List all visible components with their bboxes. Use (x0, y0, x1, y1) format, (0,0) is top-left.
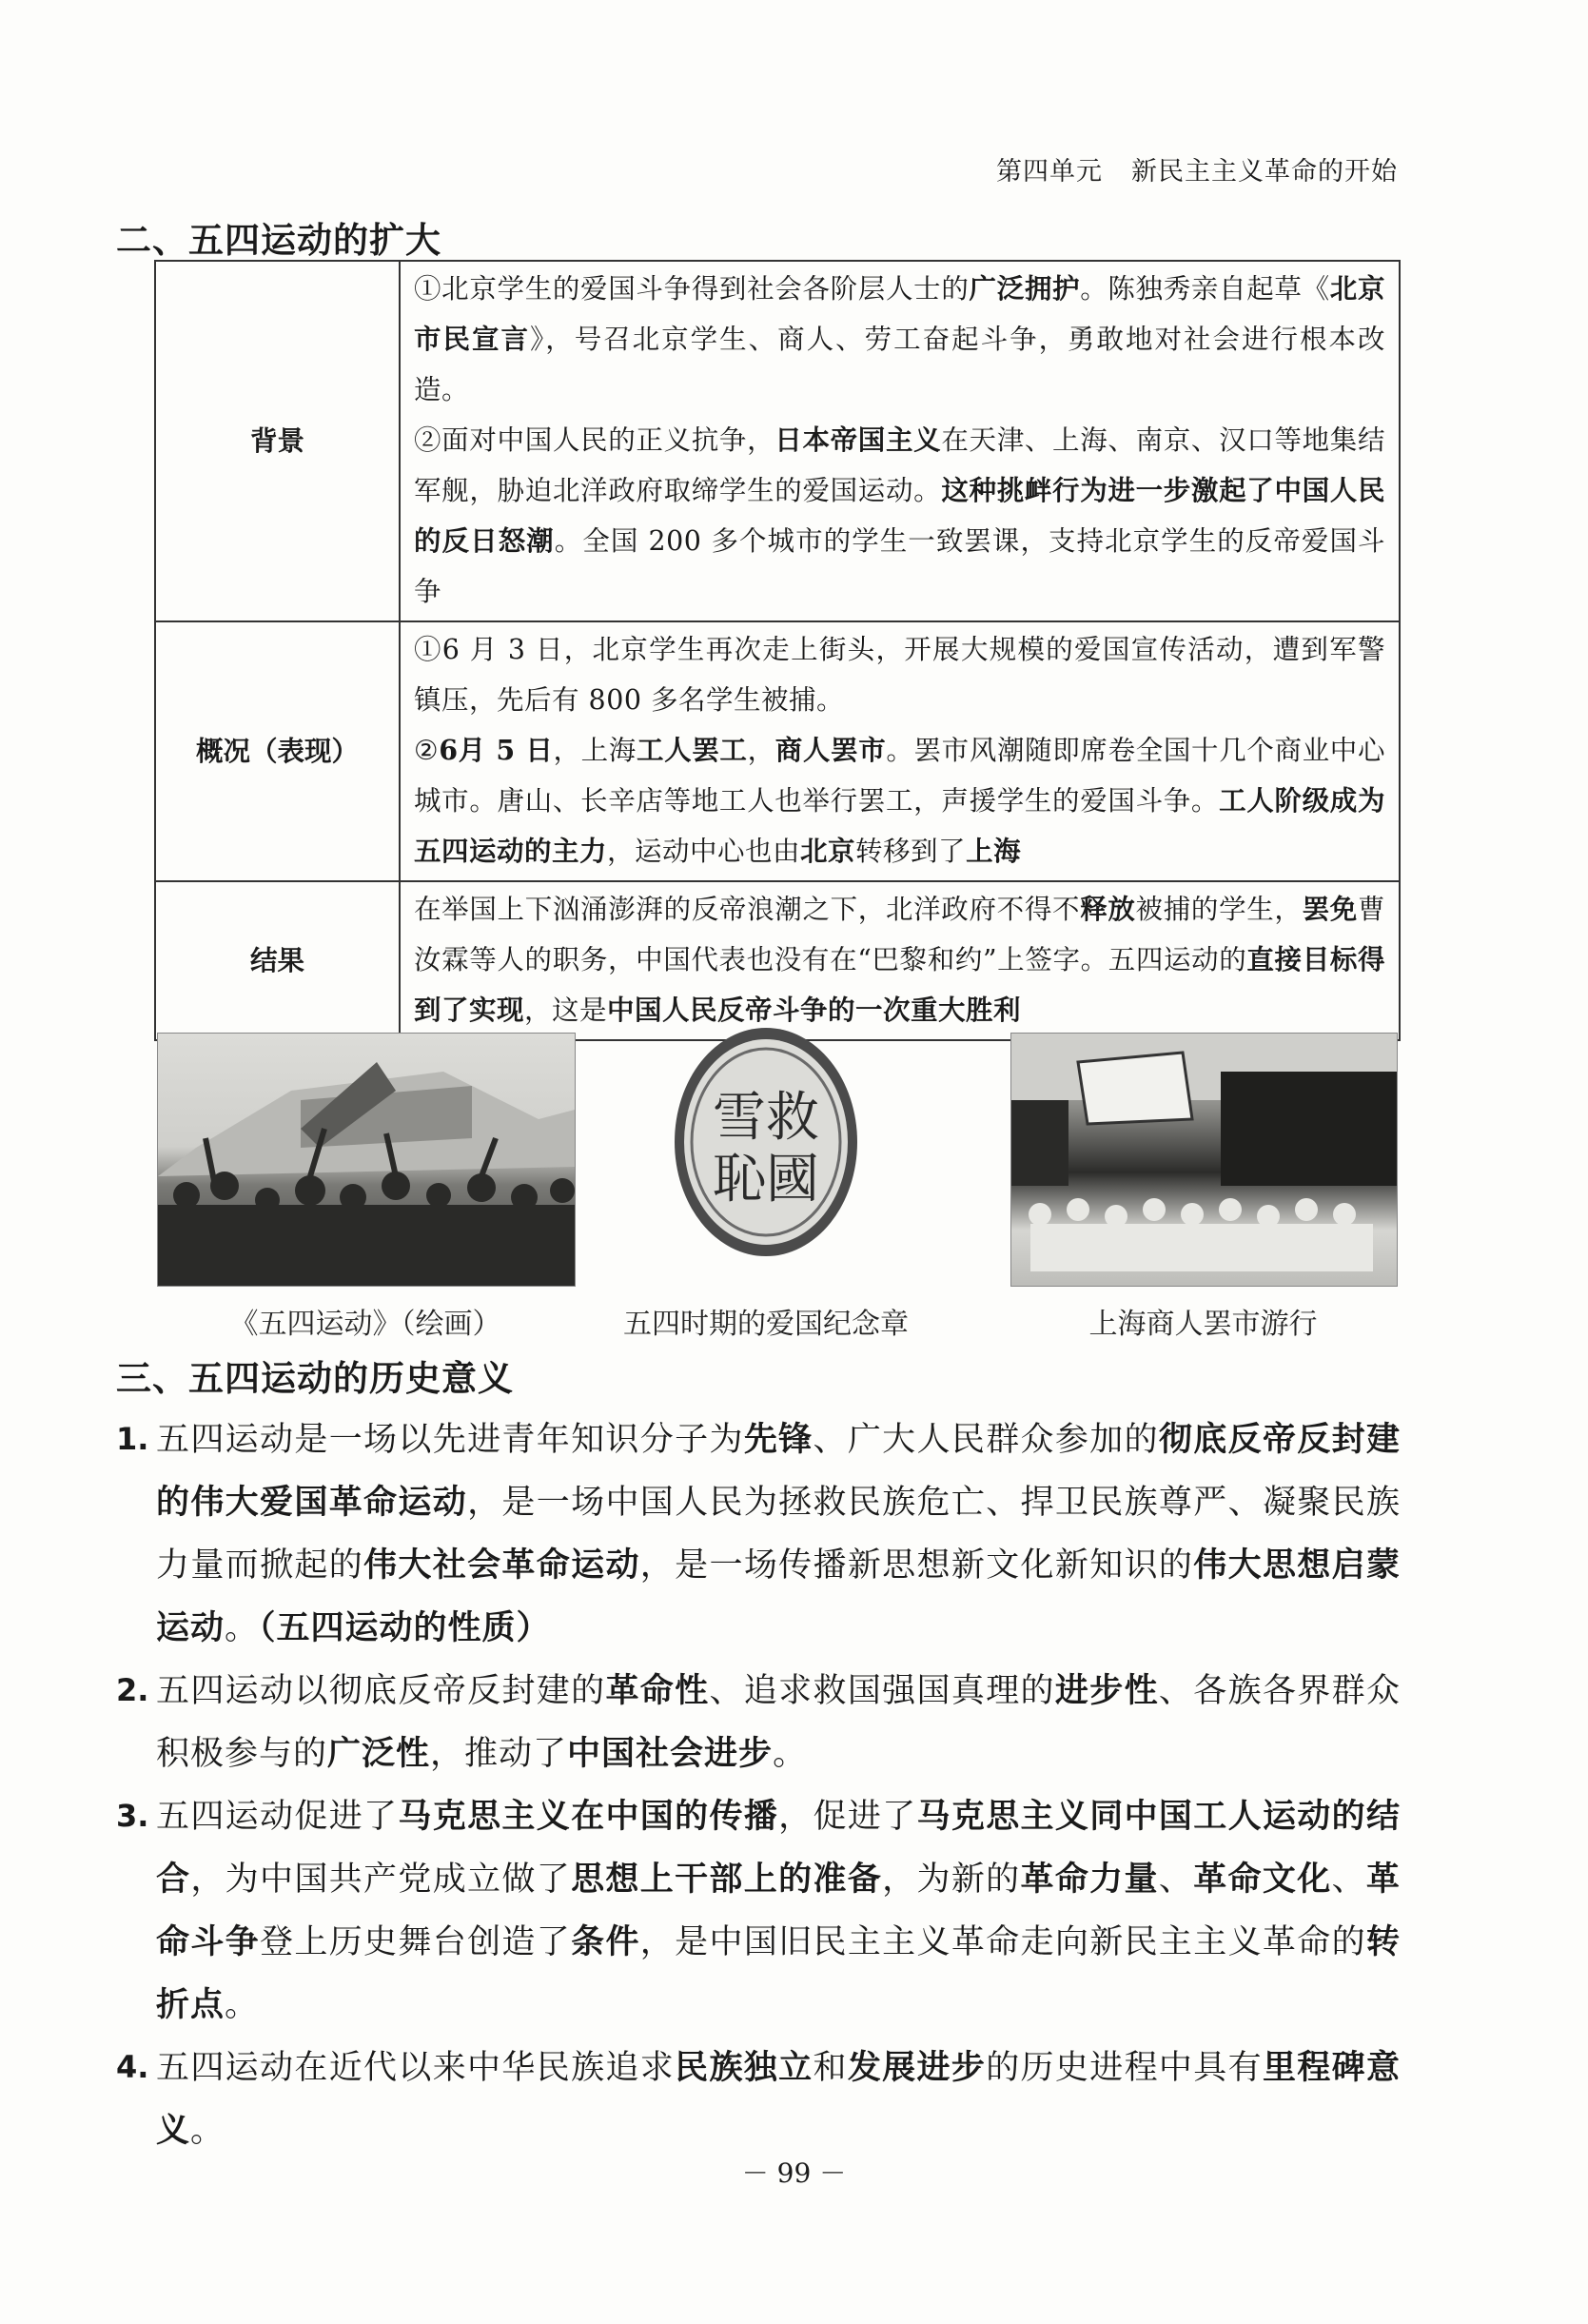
painting-illustration (158, 1034, 575, 1286)
bold-term: 广泛拥护 (969, 272, 1081, 305)
table-row (155, 881, 1400, 1040)
bold-term: 民族独立 (675, 2048, 814, 2087)
list-item (116, 2037, 1401, 2162)
badge-char: 國 (766, 1149, 819, 1211)
text-run: ，促进了 (778, 1798, 917, 1836)
bold-term: 革命力量 (1020, 1860, 1159, 1899)
text-run: 的历史进程中具有 (986, 2049, 1263, 2087)
text-run: ①北京学生的爱国斗争得到社会各阶层人士的 (414, 273, 970, 305)
text-run: 在天津、上海、南京、汉口等地集结军舰，胁迫北洋政府取缔学生的爱国运动。 (414, 424, 1385, 506)
text-run: ，这是 (524, 995, 608, 1026)
row-label-overview: 概况（表现） (155, 621, 400, 881)
row-content-overview (400, 621, 1400, 881)
text-run: ， (747, 735, 775, 766)
bold-term: 马克思主义在中国的传播 (398, 1797, 779, 1836)
list-item (116, 1408, 1401, 1660)
rich-para (414, 725, 1385, 876)
text-run: 五四运动在近代以来中华民族追求 (156, 2049, 676, 2087)
item-text (156, 1785, 1401, 2037)
row-label-result: 结果 (155, 881, 400, 1040)
bold-term: 北京 (800, 835, 856, 867)
text-run: 曹汝霖等人的职务，中国代表也没有在“巴黎和约”上签字。五四运动的 (414, 894, 1385, 975)
text-run: ，上海 (553, 735, 637, 766)
bold-term: 进步性 (1054, 1671, 1159, 1710)
patriotic-badge-image (671, 1026, 861, 1264)
row-content-background (400, 261, 1400, 621)
strike-photo-illustration (1011, 1034, 1397, 1286)
text-run: ②面对中国人民的正义抗争， (414, 424, 775, 456)
unit-label: 第四单元 (996, 157, 1103, 187)
bold-term: 马克思主义同中国工人运动的结合 (156, 1797, 1401, 1899)
unit-topic: 新民主主义革命的开始 (1131, 157, 1398, 187)
bold-term: 上海 (966, 835, 1022, 867)
text-run: 五四运动是一场以先进青年知识分子为 (156, 1421, 744, 1459)
item-number: 4. (116, 2049, 149, 2085)
text-run: ，推动了 (430, 1735, 568, 1773)
text-run: 、 (1158, 1861, 1194, 1899)
bold-term: 彻底反帝反封建的伟大爱国革命运动 (156, 1420, 1401, 1522)
rich-para (414, 624, 1385, 725)
text-run: 。 (225, 1986, 260, 2024)
bold-term: 直接目标得到了实现 (414, 943, 1385, 1026)
badge-char: 雪 (713, 1087, 766, 1149)
page-number: － 99 － (741, 2157, 847, 2189)
may-fourth-painting-image (157, 1033, 576, 1287)
significance-list (116, 1408, 1401, 2162)
bold-term: 这种挑衅行为进一步激起了中国人民的反日怒潮 (414, 474, 1385, 557)
item-text (156, 1660, 1401, 1785)
bold-term: 日本帝国主义 (774, 423, 942, 456)
text-run: 。罢市风潮随即席卷全国十几个商业中心城市。唐山、长辛店等地工人也举行罢工，声援学生的爱国斗争。 (414, 735, 1385, 817)
rich-para (414, 415, 1385, 617)
expansion-table (154, 260, 1401, 1041)
text-run: ①6 月 3 日，北京学生再次走上街头，开展大规模的爱国宣传活动，遭到军警镇压，先后有 800 多名学生被捕。 (414, 634, 1385, 716)
bold-term: 伟大社会革命运动 (363, 1546, 640, 1585)
text-run: 五四运动促进了 (156, 1798, 399, 1836)
text-run: ② (414, 735, 440, 766)
bold-term: 中国人民反帝斗争的一次重大胜利 (607, 994, 1022, 1026)
text-run: 和 (813, 2049, 848, 2087)
list-item (116, 1660, 1401, 1785)
caption-badge: 五四时期的爱国纪念章 (623, 1308, 909, 1341)
text-run: 、广大人民群众参加的 (813, 1421, 1159, 1459)
bold-term: 工人罢工 (636, 734, 748, 766)
bold-term: 条件 (571, 1922, 640, 1961)
text-run: ，是一场传播新思想新文化新知识的 (639, 1546, 1194, 1585)
badge-char: 救 (766, 1087, 819, 1149)
table-row (155, 261, 1400, 621)
bold-term: 先锋 (743, 1420, 814, 1459)
bold-term: 中国社会进步 (567, 1734, 774, 1773)
bold-term: 里程碑意义 (156, 2048, 1401, 2150)
bold-term: 北京市民宣言 (414, 272, 1385, 355)
text-run: ，为中国共产党成立做了 (190, 1861, 572, 1899)
text-run: 。 (190, 2112, 225, 2150)
list-item (116, 1785, 1401, 2037)
text-run: 。 (225, 1609, 260, 1647)
text-run: 登上历史舞台创造了 (260, 1923, 572, 1961)
caption-strike: 上海商人罢市游行 (1088, 1308, 1318, 1341)
text-run: 被捕的学生， (1135, 894, 1303, 925)
text-run: ，是一场中国人民为拯救民族危亡、捍卫民族尊严、凝聚民族力量而掀起的 (156, 1484, 1401, 1585)
bold-term: 6月 5 日 (439, 734, 554, 766)
bold-term: 伟大思想启蒙运动 (156, 1546, 1401, 1647)
bold-term: 革命性 (605, 1671, 710, 1710)
bold-term: 释放 (1080, 893, 1136, 925)
text-run: 》，号召北京学生、商人、劳工奋起斗争，勇敢地对社会进行根本改造。 (414, 324, 1385, 405)
row-content-result (400, 881, 1400, 1040)
bold-term: 转折点 (156, 1922, 1401, 2024)
text-run: 、 (1331, 1861, 1366, 1899)
rich-para (414, 884, 1385, 1035)
rich-para (414, 264, 1385, 415)
shanghai-strike-photo (1010, 1033, 1398, 1287)
table-row (155, 621, 1400, 881)
text-run: 在举国上下汹涌澎湃的反帝浪潮之下，北洋政府不得不 (414, 894, 1081, 925)
row-label-background: 背景 (155, 261, 400, 621)
caption-painting: 《五四运动》（绘画） (229, 1308, 501, 1341)
section-2-title: 二、五四运动的扩大 (116, 220, 441, 261)
text-run: ，是中国旧民主主义革命走向新民主主义革命的 (639, 1923, 1366, 1961)
item-number: 2. (116, 1672, 149, 1708)
bold-term: 革命斗争 (156, 1860, 1401, 1961)
item-text (156, 2037, 1401, 2162)
text-run: ，为新的 (882, 1861, 1021, 1899)
bold-term: 罢免 (1302, 893, 1358, 925)
bold-term: 商人罢市 (774, 734, 887, 766)
bold-term: （五四运动的性质） (259, 1608, 551, 1647)
item-number: 1. (116, 1421, 149, 1457)
text-run: 转移到了 (855, 836, 967, 867)
text-run: 、追求救国强国真理的 (709, 1672, 1055, 1710)
item-number: 3. (116, 1798, 149, 1834)
bold-term: 思想上干部上的准备 (571, 1860, 883, 1899)
bold-term: 广泛性 (327, 1734, 431, 1773)
text-run: 。全国 200 多个城市的学生一致罢课，支持北京学生的反帝爱国斗争 (414, 525, 1385, 607)
text-run: 、各族各界群众积极参与的 (156, 1672, 1401, 1773)
section-3-title: 三、五四运动的历史意义 (116, 1358, 514, 1399)
text-run: 。 (773, 1735, 808, 1773)
running-header (996, 150, 1398, 187)
text-run: ，运动中心也由 (607, 836, 801, 867)
badge-char: 恥 (713, 1149, 766, 1211)
text-run: 五四运动以彻底反帝反封建的 (156, 1672, 606, 1710)
bold-term: 工人阶级成为五四运动的主力 (414, 784, 1385, 867)
bold-term: 革命文化 (1193, 1860, 1332, 1899)
text-run: 。陈独秀亲自起草《 (1080, 273, 1330, 305)
bold-term: 发展进步 (847, 2048, 987, 2087)
item-text (156, 1408, 1401, 1660)
